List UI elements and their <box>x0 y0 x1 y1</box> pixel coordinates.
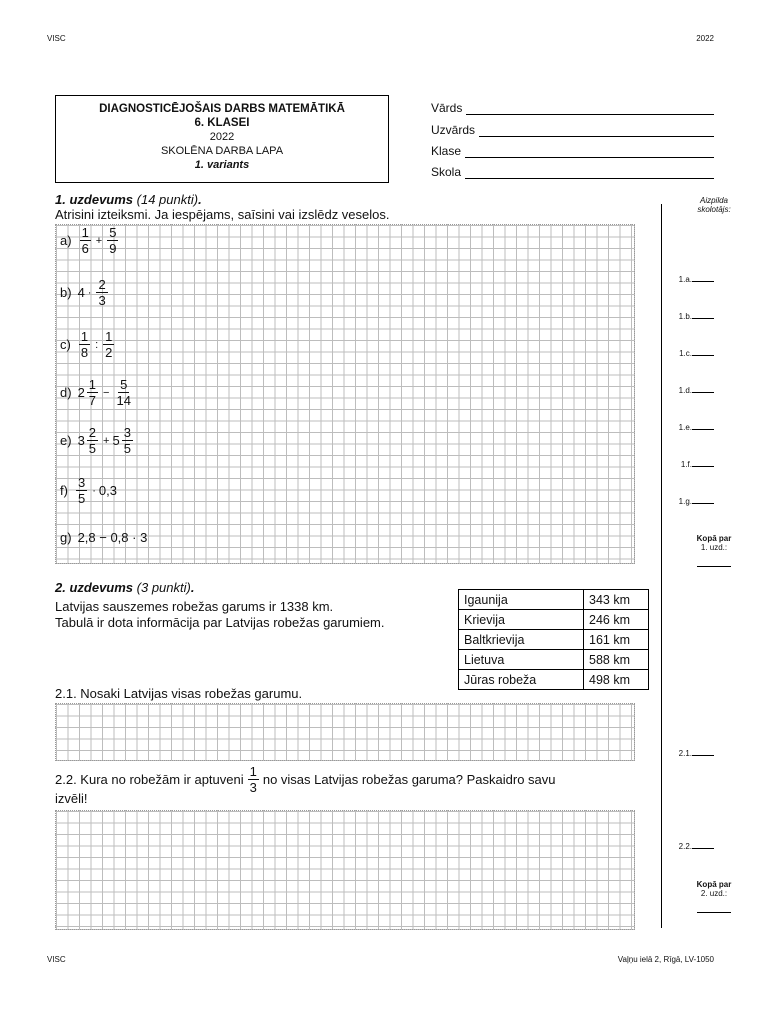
border-lengths-table <box>458 589 649 690</box>
task1-instruction: Atrisini izteiksmi. Ja iespējams, saīsini vai izslēdz veselos. <box>55 207 390 222</box>
score-2-1-label: 2.1. <box>678 749 692 758</box>
score-2-2-line[interactable] <box>692 848 714 849</box>
task2-points: (3 punkti) <box>136 580 191 595</box>
score-1e-line[interactable] <box>692 429 714 430</box>
item-b-n2: 2 <box>98 277 106 292</box>
item-f-value: 0,3 <box>98 483 117 498</box>
item-b-d2: 3 <box>98 293 106 308</box>
item-a-label: a) <box>60 233 72 248</box>
item-f-label: f) <box>60 483 68 498</box>
score-2-2-label: 2.2. <box>678 842 692 851</box>
field-klase-line[interactable] <box>465 147 714 158</box>
item-a-d1: 6 <box>81 241 89 256</box>
field-klase-label: Klase <box>431 144 462 158</box>
score-2-1[interactable] <box>679 749 714 758</box>
field-klase[interactable] <box>431 144 714 158</box>
sidebar-heading-1: Aizpilda <box>699 196 728 205</box>
table-cell-length: 498 km <box>584 670 649 690</box>
title-year: 2022 <box>209 131 235 143</box>
item-c-d2: 2 <box>105 345 113 360</box>
score-2-2[interactable] <box>679 842 714 851</box>
title-box <box>55 95 389 183</box>
task2-title-dot: . <box>190 580 195 595</box>
item-d-n1: 1 <box>88 377 97 392</box>
task1-item-a <box>60 225 120 256</box>
question-2-2-den: 3 <box>249 780 257 795</box>
header-left: VISC <box>47 34 66 43</box>
answer-grid-2-2[interactable] <box>55 810 635 930</box>
score-1d-line[interactable] <box>692 392 714 393</box>
score-1a[interactable] <box>679 275 714 284</box>
total-task2-line[interactable] <box>697 912 731 913</box>
item-b-whole: 4 <box>77 285 85 300</box>
item-c-label: c) <box>60 337 71 352</box>
score-1b[interactable] <box>679 312 714 321</box>
task1-answer-grid[interactable] <box>55 224 635 564</box>
score-1f[interactable] <box>681 460 714 469</box>
task1-item-c <box>60 329 116 360</box>
task1-item-g <box>60 530 147 545</box>
table-row <box>459 590 649 610</box>
task1-item-f <box>60 475 117 506</box>
task1-item-d <box>60 377 135 408</box>
item-a-frac2 <box>107 225 118 256</box>
item-g-expression: 2,8 − 0,8 · 3 <box>77 530 148 545</box>
table-row <box>459 670 649 690</box>
title-line1: DIAGNOSTICĒJOŠAIS DARBS MATEMĀTIKĀ <box>99 103 345 115</box>
score-1f-label: 1.f. <box>680 460 692 469</box>
item-f-n1: 3 <box>77 475 86 490</box>
total-task1-line[interactable] <box>697 566 731 567</box>
task2-text2: Tabulā ir dota informācija par Latvijas robežas garumiem. <box>55 615 385 630</box>
question-2-2-num: 1 <box>249 764 257 779</box>
item-c-op: : <box>95 338 99 351</box>
item-d-n2: 5 <box>120 377 128 392</box>
task1-points: (14 punkti) <box>136 192 199 207</box>
score-1b-label: 1.b. <box>678 312 692 321</box>
item-f-op: · <box>92 484 96 497</box>
item-b-op: · <box>87 286 92 299</box>
score-1a-line[interactable] <box>692 281 714 282</box>
total-task2-label2: 2. uzd.: <box>700 889 728 898</box>
table-row <box>459 630 649 650</box>
field-skola-line[interactable] <box>465 168 714 179</box>
footer-address: Vaļņu ielā 2, Rīgā, LV-1050 <box>617 955 714 964</box>
item-c-n2: 1 <box>105 329 113 344</box>
field-vards-label: Vārds <box>431 101 463 115</box>
score-1c[interactable] <box>679 349 714 358</box>
item-a-n2: 5 <box>109 225 117 240</box>
table-cell-length: 343 km <box>584 590 649 610</box>
question-2-2-line2: izvēli! <box>55 791 88 806</box>
score-1a-label: 1.a. <box>678 275 692 284</box>
score-1g-label: 1.g. <box>678 497 692 506</box>
item-e-frac1 <box>87 425 98 456</box>
item-d-frac2 <box>114 377 132 408</box>
item-e-whole2: 5 <box>112 433 120 448</box>
table-row <box>459 650 649 670</box>
item-e-d1: 5 <box>88 441 97 456</box>
task1-item-b <box>60 277 110 308</box>
item-d-frac1 <box>87 377 98 408</box>
item-d-label: d) <box>60 385 72 400</box>
score-1c-line[interactable] <box>692 355 714 356</box>
item-c-frac1 <box>79 329 90 360</box>
title-line2: 6. KLASEI <box>194 117 250 129</box>
item-e-whole1: 3 <box>77 433 85 448</box>
score-1g-line[interactable] <box>692 503 714 504</box>
answer-grid-2-1[interactable] <box>55 703 635 761</box>
header-right: 2022 <box>696 34 714 43</box>
sidebar-heading <box>684 196 744 214</box>
title-variant: 1. variants <box>194 159 250 171</box>
total-task2 <box>684 880 744 913</box>
score-1d-label: 1.d. <box>678 386 692 395</box>
item-c-frac2 <box>103 329 114 360</box>
item-a-d2: 9 <box>109 241 117 256</box>
item-e-n2: 3 <box>123 425 131 440</box>
total-task1 <box>684 534 744 567</box>
item-d-whole: 2 <box>77 385 85 400</box>
score-1b-line[interactable] <box>692 318 714 319</box>
item-e-op: + <box>103 434 110 447</box>
field-uzvards[interactable] <box>431 123 714 137</box>
table-cell-length: 161 km <box>584 630 649 650</box>
sidebar-heading-2: skolotājs: <box>697 205 731 214</box>
item-c-n1: 1 <box>80 329 89 344</box>
task1-title-dot: . <box>198 192 202 207</box>
item-f-d1: 5 <box>77 491 86 506</box>
item-a-frac1 <box>80 225 91 256</box>
task2-text1: Latvijas sauszemes robežas garums ir 1338 km. <box>55 599 334 614</box>
item-b-frac <box>96 277 107 308</box>
sidebar-divider <box>661 204 662 928</box>
table-row <box>459 610 649 630</box>
item-c-d1: 8 <box>80 345 89 360</box>
table-cell-country: Igaunija <box>459 590 584 610</box>
item-d-op: − <box>103 386 110 399</box>
table-cell-country: Baltkrievija <box>459 630 584 650</box>
score-1g[interactable] <box>679 497 714 506</box>
item-f-frac <box>76 475 87 506</box>
question-2-2 <box>55 764 660 807</box>
item-d-d2: 14 <box>116 393 131 408</box>
score-1c-label: 1.c. <box>679 349 692 358</box>
field-vards[interactable] <box>431 101 714 115</box>
field-vards-line[interactable] <box>466 104 714 115</box>
table-cell-length: 246 km <box>584 610 649 630</box>
score-1e-label: 1.e. <box>678 423 692 432</box>
item-e-n1: 2 <box>88 425 97 440</box>
task2-title <box>55 580 194 595</box>
table-cell-country: Jūras robeža <box>459 670 584 690</box>
task2-title-label: 2. uzdevums <box>55 580 134 595</box>
score-1f-line[interactable] <box>692 466 714 467</box>
total-task1-label2: 1. uzd.: <box>700 543 728 552</box>
item-a-op: + <box>95 234 103 247</box>
item-g-label: g) <box>60 530 72 545</box>
item-b-label: b) <box>60 285 72 300</box>
title-subtitle: SKOLĒNA DARBA LAPA <box>160 145 284 157</box>
table-cell-country: Lietuva <box>459 650 584 670</box>
question-2-1: 2.1. Nosaki Latvijas visas robežas garumu. <box>55 686 303 701</box>
item-e-frac2 <box>122 425 133 456</box>
question-2-2-post: no visas Latvijas robežas garuma? Paskaidro savu <box>262 771 556 787</box>
task1-item-e <box>60 425 135 456</box>
footer-left: VISC <box>47 955 66 964</box>
field-uzvards-label: Uzvārds <box>431 123 476 137</box>
task1-title-label: 1. uzdevums <box>55 192 134 207</box>
field-uzvards-line[interactable] <box>479 126 714 137</box>
field-skola-label: Skola <box>431 165 462 179</box>
task1-title <box>55 192 202 207</box>
field-skola[interactable] <box>431 165 714 179</box>
table-cell-country: Krievija <box>459 610 584 630</box>
score-2-1-line[interactable] <box>692 755 714 756</box>
score-1d[interactable] <box>679 386 714 395</box>
question-2-2-pre: 2.2. Kura no robežām ir aptuveni <box>55 771 244 787</box>
item-d-d1: 7 <box>88 393 97 408</box>
score-1e[interactable] <box>679 423 714 432</box>
table-cell-length: 588 km <box>584 650 649 670</box>
question-2-2-fraction <box>248 764 259 795</box>
item-e-d2: 5 <box>123 441 131 456</box>
total-task1-label1: Kopā par <box>696 534 732 543</box>
item-e-label: e) <box>60 433 72 448</box>
total-task2-label1: Kopā par <box>696 880 732 889</box>
item-a-n1: 1 <box>81 225 89 240</box>
